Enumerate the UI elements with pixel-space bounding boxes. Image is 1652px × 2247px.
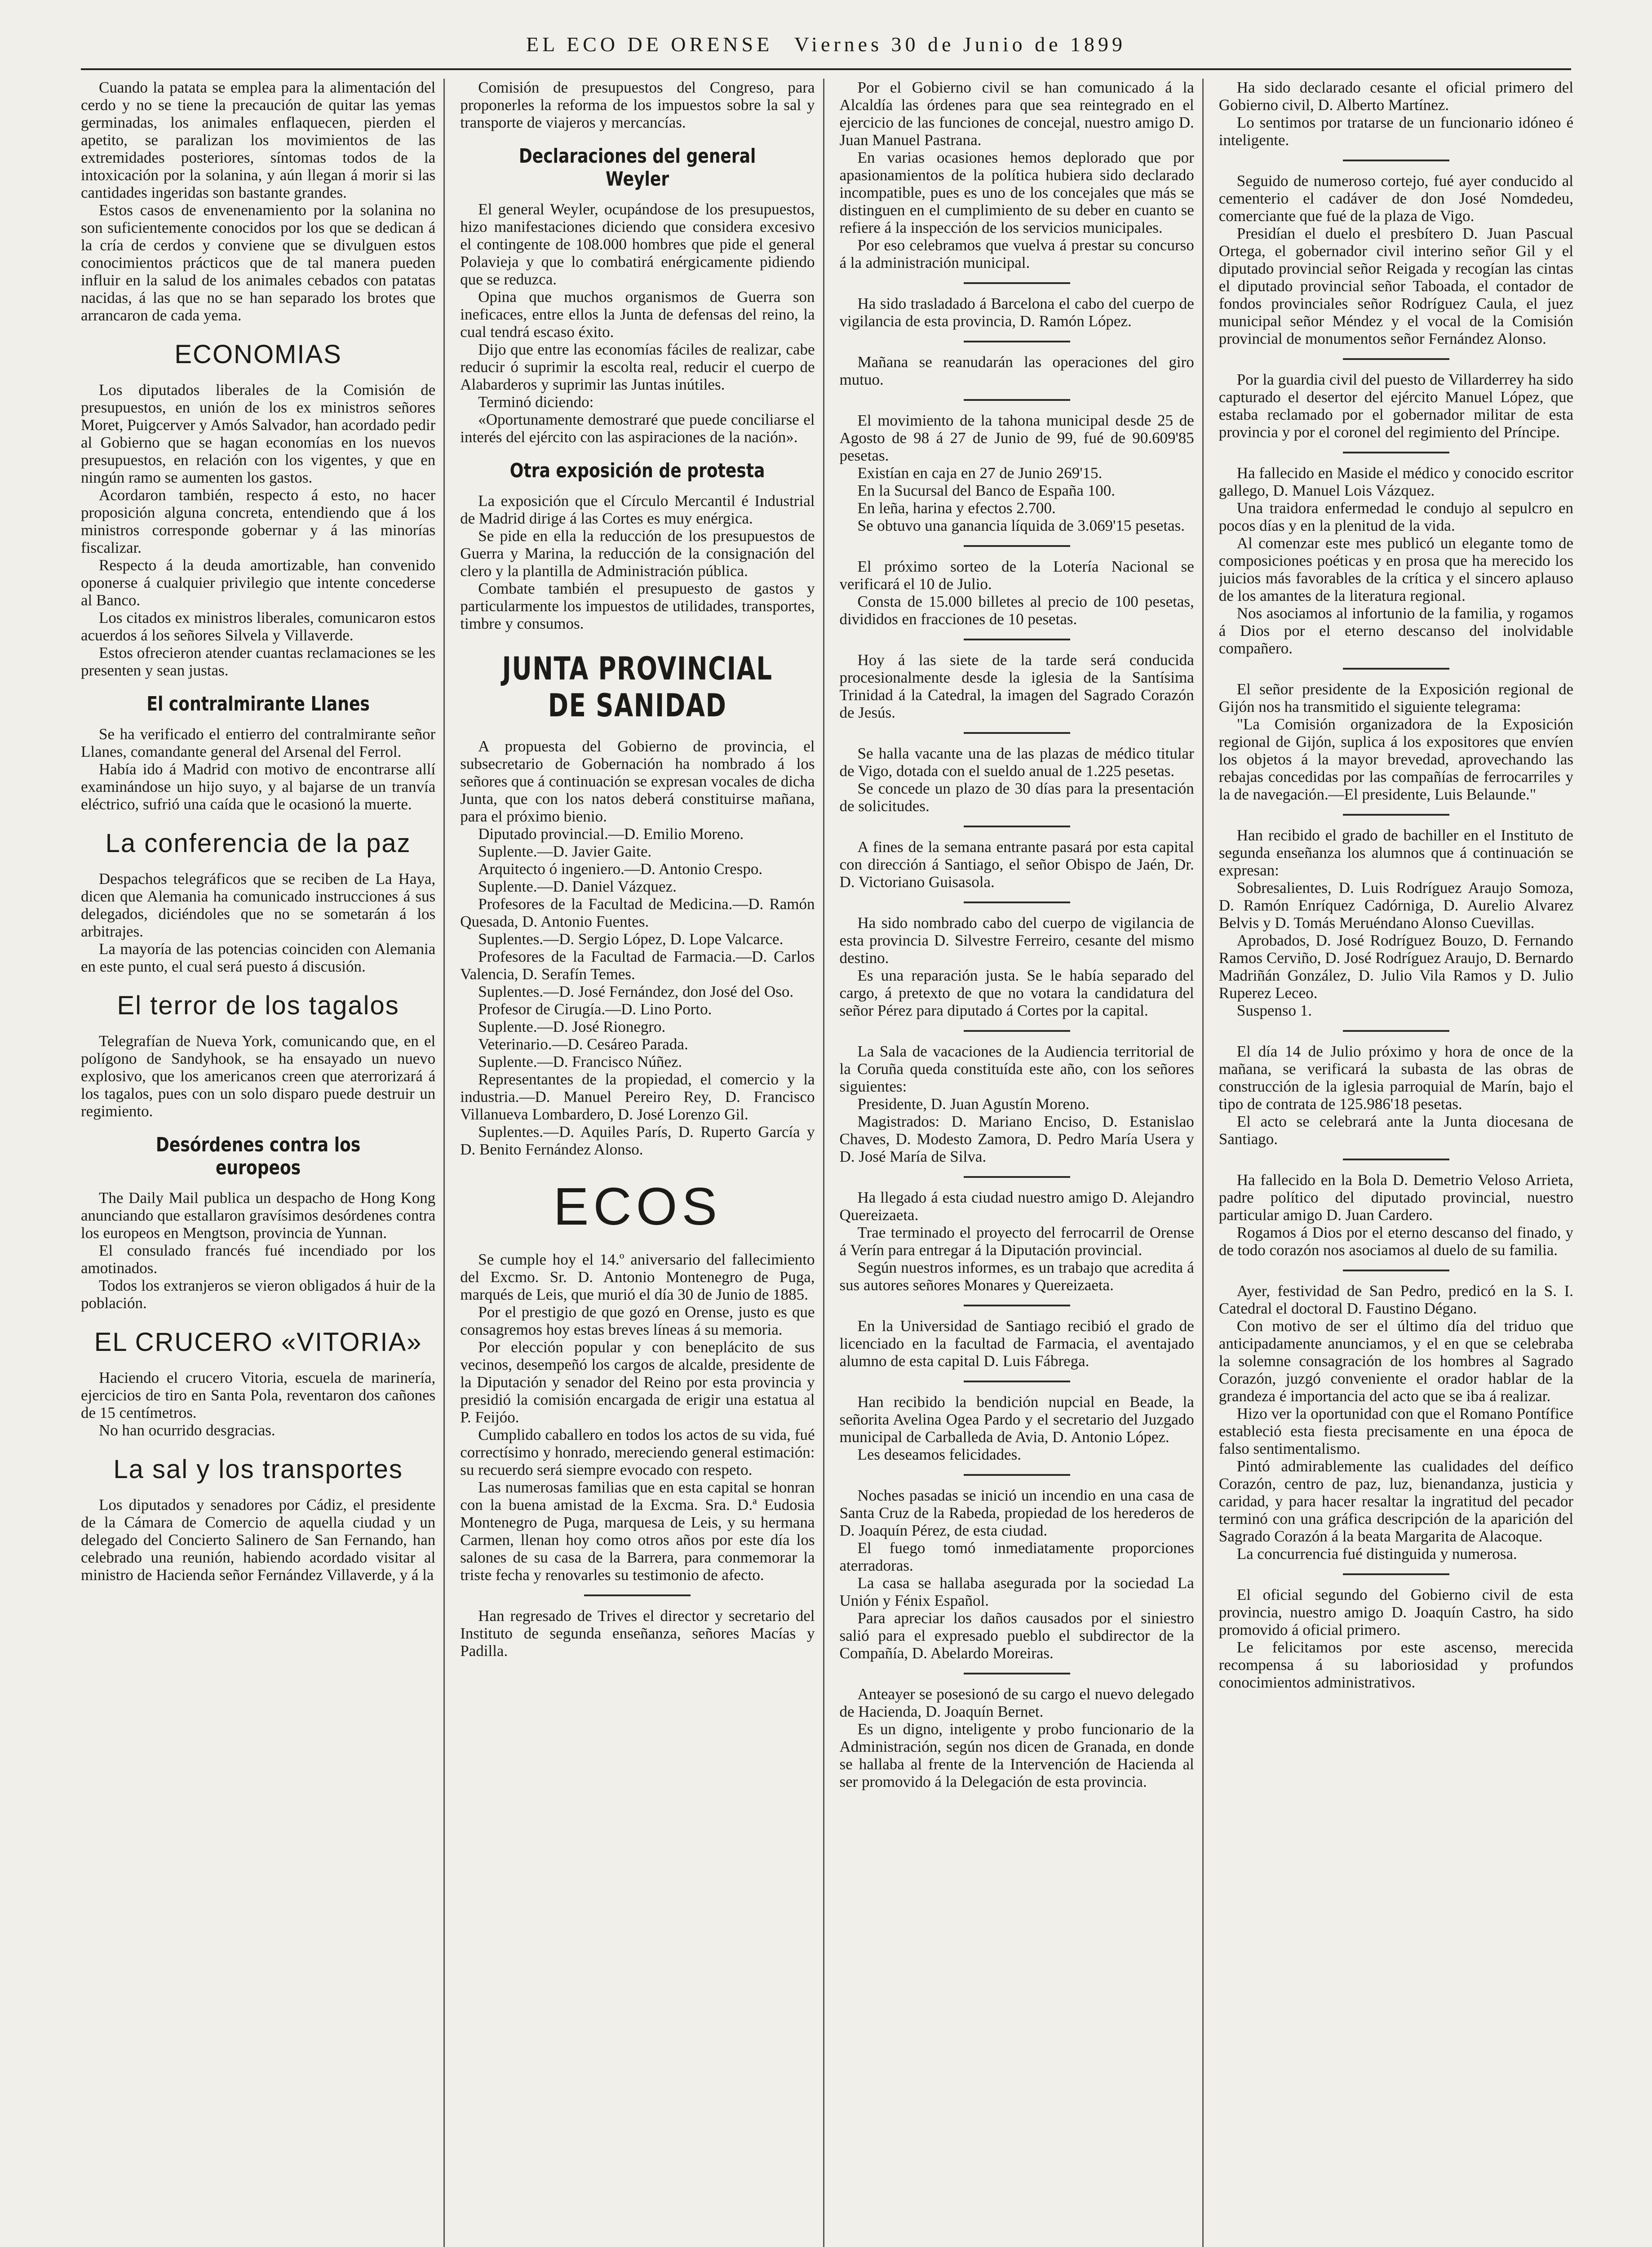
paragraph: Terminó diciendo:	[478, 393, 594, 411]
paragraph: Suplente.—D. Daniel Vázquez.	[478, 878, 677, 895]
paragraph: Según nuestros informes, es un trabajo que acredita á sus autores señores Monares y Quereizaeta.	[839, 1259, 1194, 1294]
paragraph: Suplentes.—D. Aquiles París, D. Ruperto García y D. Benito Fernández Alonso.	[460, 1123, 815, 1158]
paragraph: Telegrafían de Nueva York, comunicando que, en el polígono de Sandyhook, se ha ensayado un nuevo explosivo, que los americanos creen que aterrorizará á los tagalos, pues con un solo disparo puede destruir un regimiento.	[81, 1032, 436, 1120]
section-divider	[1343, 1030, 1449, 1032]
paragraph: Pintó admirablemente las cualidades del deífico Corazón, centro de paz, luz, bienandanza, justicia y caridad, y para hacer resaltar la ingratitud del pecador terminó con una gráfica descripción de la aparición del Sagrado Corazón á la beata Margarita de Alacoque.	[1218, 1457, 1573, 1545]
section-divider	[1343, 814, 1449, 816]
paragraph: Ha sido declarado cesante el oficial primero del Gobierno civil, D. Alberto Martínez.	[1218, 79, 1573, 114]
headline-llanes: El contralmirante Llanes	[146, 693, 370, 715]
paragraph: Combate también el presupuesto de gastos y particularmente los impuestos de utilidades, transportes, timbre y consumos.	[460, 580, 815, 632]
paragraph: Suplente.—D. Javier Gaite.	[478, 843, 652, 860]
paragraph: Suplente.—D. Francisco Núñez.	[478, 1053, 682, 1070]
paragraph: Consta de 15.000 billetes al precio de 100 pesetas, divididos en fracciones de 10 pesetas.	[839, 593, 1194, 628]
section-divider	[964, 282, 1070, 284]
section-divider	[964, 545, 1070, 547]
paragraph: Anteayer se posesionó de su cargo el nuevo delegado de Hacienda, D. Joaquín Bernet.	[839, 1685, 1194, 1720]
paragraph: Le felicitamos por este ascenso, merecida recompensa á su laboriosidad y profundos conocimientos administrativos.	[1218, 1639, 1573, 1691]
paragraph: Acordaron también, respecto á esto, no hacer proposición alguna concreta, entendiendo que á los ministros corresponde gobernar y á las minorías fiscalizar.	[81, 486, 436, 556]
paragraph: El acto se celebrará ante la Junta diocesana de Santiago.	[1218, 1113, 1573, 1148]
section-divider	[1343, 1270, 1449, 1271]
paragraph: Aprobados, D. José Rodríguez Bouzo, D. Fernando Ramos Cerviño, D. José Rodríguez Araujo, D. Bernardo Madriñán González, D. Julio Vila Ramos y D. Julio Ruperez Leceo.	[1218, 932, 1573, 1002]
column-1	[81, 79, 445, 2247]
article-columns	[81, 79, 1581, 2247]
paragraph: Ha sido nombrado cabo del cuerpo de vigilancia de esta provincia D. Silvestre Ferreiro, cesante del mismo destino.	[839, 914, 1194, 967]
paragraph: Han recibido el grado de bachiller en el Instituto de segunda enseñanza los alumnos que á continuación se expresan:	[1218, 826, 1573, 879]
section-divider	[1343, 452, 1449, 453]
paragraph: Suplente.—D. José Rionegro.	[478, 1018, 666, 1035]
paragraph: Han recibido la bendición nupcial en Beade, la señorita Avelina Ogea Pardo y el secretario del Juzgado municipal de Carballeda de Avia, D. Antonio López.	[839, 1393, 1194, 1446]
paragraph: Se cumple hoy el 14.º aniversario del fallecimiento del Excmo. Sr. D. Antonio Montenegro de Puga, marqués de Leis, que murió el día 30 de Junio de 1885.	[460, 1251, 815, 1303]
paragraph: Por el Gobierno civil se han comunicado á la Alcaldía las órdenes para que sea reintegrado en el ejercicio de las funciones de concejal, nuestro amigo D. Juan Manuel Pastrana.	[839, 79, 1194, 149]
section-divider	[1343, 1573, 1449, 1575]
headline-tagalos: El terror de los tagalos	[117, 991, 399, 1020]
paragraph: Rogamos á Dios por el eterno descanso del finado, y de todo corazón nos asociamos al duelo de su familia.	[1218, 1224, 1573, 1259]
paragraph: El día 14 de Julio próximo y hora de once de la mañana, se verificará la subasta de las obras de construcción de la iglesia parroquial de Marín, bajo el tipo de contrata de 125.986'18 pesetas.	[1218, 1043, 1573, 1113]
newspaper-name: EL ECO DE ORENSE	[526, 33, 773, 56]
paragraph: Con motivo de ser el último día del triduo que anticipadamente anunciamos, y el en que se celebraba la solemne consagración de los hombres al Sagrado Corazón, juzgó conveniente el orador hablar de la grandeza é importancia del acto que se iba á realizar.	[1218, 1317, 1573, 1405]
paragraph: Hoy á las siete de la tarde será conducida procesionalmente desde la iglesia de la Santísima Trinidad á la Catedral, la imagen del Sagrado Corazón de Jesús.	[839, 651, 1194, 721]
paragraph: Profesores de la Facultad de Medicina.—D. Ramón Quesada, D. Antonio Fuentes.	[460, 895, 815, 930]
paragraph: Profesores de la Facultad de Farmacia.—D. Carlos Valencia, D. Serafín Temes.	[460, 948, 815, 983]
section-divider	[964, 639, 1070, 640]
paragraph: Para apreciar los daños causados por el siniestro salió para el expresado pueblo el subdirector de la Compañía, D. Abelardo Moreiras.	[839, 1609, 1194, 1662]
paragraph: Respecto á la deuda amortizable, han convenido oponerse á cualquier privilegio que intente concederse al Banco.	[81, 556, 436, 609]
column-2	[460, 79, 824, 2247]
paragraph: El movimiento de la tahona municipal desde 25 de Agosto de 98 á 27 de Junio de 99, fué de 90.609'85 pesetas.	[839, 412, 1194, 464]
paragraph: Presidían el duelo el presbítero D. Juan Pascual Ortega, el gobernador civil interino señor Gil y el diputado provincial señor Reigada y recogían las cintas el diputado provincial señor Taboada, el contador de fondos provinciales señor Rodríguez Caula, el juez municipal señor Méndez y el vocal de la Comisión provincial de monumentos señor Fernández Alonso.	[1218, 225, 1573, 347]
section-divider	[964, 1305, 1070, 1306]
headline-conferencia: La conferencia de la paz	[105, 829, 411, 858]
paragraph: Opina que muchos organismos de Guerra son ineficaces, entre ellos la Junta de defensas del reino, la cual tendrá escaso éxito.	[460, 288, 815, 341]
paragraph: Se concede un plazo de 30 días para la presentación de solicitudes.	[839, 780, 1194, 815]
paragraph: El próximo sorteo de la Lotería Nacional se verificará el 10 de Julio.	[839, 558, 1194, 593]
section-divider	[584, 1594, 691, 1596]
paragraph: Ha sido trasladado á Barcelona el cabo del cuerpo de vigilancia de esta provincia, D. Ramón López.	[839, 295, 1194, 330]
paragraph: "La Comisión organizadora de la Exposición regional de Gijón, suplica á los expositores que envíen los objetos á la mayor brevedad, aprovechando las rebajas concedidas por las compañías de ferrocarriles y la de navegación.—El presidente, Luis Belaunde."	[1218, 715, 1573, 803]
headline-protesta: Otra exposición de protesta	[510, 459, 765, 482]
paragraph: Haciendo el crucero Vitoria, escuela de marinería, ejercicios de tiro en Santa Pola, reventaron dos cañones de 15 centímetros.	[81, 1369, 436, 1421]
paragraph: Existían en caja en 27 de Junio 269'15.	[857, 464, 1103, 482]
paragraph: Es una reparación justa. Se le había separado del cargo, á pretexto de que no votara la candidatura del señor Pérez para diputado á Cortes por la capital.	[839, 967, 1194, 1019]
paragraph: En la Sucursal del Banco de España 100.	[857, 482, 1115, 499]
paragraph: Noches pasadas se inició un incendio en una casa de Santa Cruz de la Rabeda, propiedad de los herederos de D. Joaquín Pérez, de esta ciudad.	[839, 1487, 1194, 1539]
paragraph: Estos casos de envenenamiento por la solanina no son suficientemente conocidos por los que se dedican á la cría de cerdos y conviene que se divulguen estos conocimientos prácticos que de tal manera pueden influir en la salud de los animales cebados con patatas nacidas, á las que no se han separado los brotes que arrancaron de cada yema.	[81, 201, 436, 324]
paragraph: Comisión de presupuestos del Congreso, para proponerles la reforma de los impuestos sobre la sal y transporte de viajeros y mercancías.	[460, 79, 815, 131]
section-divider	[964, 1474, 1070, 1476]
paragraph: Sobresalientes, D. Luis Rodríguez Araujo Somoza, D. Ramón Enríquez Cadórniga, D. Aurelio Alvarez Belvis y D. Tomás Meruéndano Alonso Cuevillas.	[1218, 879, 1573, 932]
headline-desordenes: Desórdenes contra los europeos	[155, 1133, 361, 1179]
paragraph: «Oportunamente demostraré que puede conciliarse el interés del ejército con las aspiraciones de la nación».	[460, 411, 815, 446]
paragraph: El fuego tomó inmediatamente proporciones aterradoras.	[839, 1539, 1194, 1574]
headline-junta-sanidad: JUNTA PROVINCIAL DE SANIDAD	[502, 650, 773, 724]
paragraph: Les deseamos felicidades.	[857, 1446, 1021, 1463]
paragraph: The Daily Mail publica un despacho de Hong Kong anunciando que estallaron gravísimos desórdenes contra los europeos en Mengtson, provincia de Yunnan.	[81, 1189, 436, 1242]
headline-sal: La sal y los transportes	[113, 1455, 403, 1484]
paragraph: Los diputados liberales de la Comisión de presupuestos, en unión de los ex ministros señores Moret, Puigcerver y Amós Salvador, han acordado pedir al Gobierno que se hagan economías en los nuevos presupuestos, en relación con los vigentes, y que en ningún ramo se aumenten los gastos.	[81, 381, 436, 486]
section-divider	[964, 1176, 1070, 1178]
paragraph: En varias ocasiones hemos deplorado que por apasionamientos de la política hubiera sido declarado incompatible, pues es uno de los concejales que más se distinguen en el cumplimiento de su deber en cuanto se refiere á la inspección de los servicios municipales.	[839, 149, 1194, 236]
headline-weyler: Declaraciones del general Weyler	[519, 145, 756, 191]
paragraph: Hizo ver la oportunidad con que el Romano Pontífice estableció esta fiesta precisamente en una época de falso sentimentalismo.	[1218, 1405, 1573, 1457]
section-divider	[964, 1030, 1070, 1032]
section-divider	[964, 341, 1070, 342]
paragraph: A propuesta del Gobierno de provincia, el subsecretario de Gobernación ha nombrado á los señores que á continuación se expresan vocales de dicha Junta, que con los natos deberá constituirse mañana, para el próximo bienio.	[460, 737, 815, 825]
paragraph: Suplentes.—D. José Fernández, don José del Oso.	[478, 983, 794, 1000]
paragraph: Por eso celebramos que vuelva á prestar su concurso á la administración municipal.	[839, 236, 1194, 271]
paragraph: Por la guardia civil del puesto de Villarderrey ha sido capturado el desertor del ejército Manuel López, que estaba reclamado por el gobernador militar de esta provincia y por el coronel del regimiento del Príncipe.	[1218, 371, 1573, 441]
section-divider	[964, 399, 1070, 401]
paragraph: Veterinario.—D. Cesáreo Parada.	[478, 1035, 688, 1053]
paragraph: Magistrados: D. Mariano Enciso, D. Estanislao Chaves, D. Modesto Zamora, D. Pedro María Usera y D. José María de Silva.	[839, 1113, 1194, 1165]
paragraph: Nos asociamos al infortunio de la familia, y rogamos á Dios por el eterno descanso del inolvidable compañero.	[1218, 604, 1573, 657]
paragraph: A fines de la semana entrante pasará por esta capital con dirección á Santiago, el señor Obispo de Jaén, Dr. D. Victoriano Guisasola.	[839, 838, 1194, 891]
column-3	[840, 79, 1204, 2247]
headline-crucero: EL CRUCERO «VITORIA»	[94, 1328, 422, 1357]
paragraph: Trae terminado el proyecto del ferrocarril de Orense á Verín para entregar á la Diputación provincial.	[839, 1224, 1194, 1259]
section-divider	[964, 826, 1070, 827]
paragraph: Había ido á Madrid con motivo de encontrarse allí examinándose un hijo suyo, y al bajarse de un tranvía eléctrico, sufrió una caída que le ocasionó la muerte.	[81, 760, 436, 813]
paragraph: Los citados ex ministros liberales, comunicaron estos acuerdos á los señores Silvela y Villaverde.	[81, 609, 436, 644]
paragraph: Se halla vacante una de las plazas de médico titular de Vigo, dotada con el sueldo anual de 1.225 pesetas.	[839, 745, 1194, 780]
section-divider	[1343, 358, 1449, 360]
issue-date: Viernes 30 de Junio de 1899	[794, 33, 1126, 56]
paragraph: No han ocurrido desgracias.	[99, 1421, 275, 1439]
paragraph: Diputado provincial.—D. Emilio Moreno.	[478, 825, 744, 843]
masthead	[81, 32, 1571, 70]
section-divider	[964, 1381, 1070, 1382]
paragraph: Todos los extranjeros se vieron obligados á huir de la población.	[81, 1277, 436, 1312]
paragraph: Suplentes.—D. Sergio López, D. Lope Valcarce.	[478, 930, 784, 948]
paragraph: Ha fallecido en la Bola D. Demetrio Veloso Arrieta, padre político del diputado provincial, nuestro particular amigo D. Juan Cardero.	[1218, 1171, 1573, 1224]
paragraph: La concurrencia fué distinguida y numerosa.	[1236, 1545, 1517, 1563]
headline-ecos: ECOS	[553, 1177, 722, 1236]
paragraph: Cuando la patata se emplea para la alimentación del cerdo y no se tiene la precaución de quitar las yemas germinadas, los animales enflaquecen, pierden el apetito, se paralizan los movimientos de las extremidades posteriores, síntomas todos de la intoxicación por la solanina, y aún llegan á morir si las cantidades ingeridas son bastante grandes.	[81, 79, 436, 201]
paragraph: En leña, harina y efectos 2.700.	[857, 499, 1056, 517]
paragraph: Ayer, festividad de San Pedro, predicó en la S. I. Catedral el doctoral D. Faustino Dégano.	[1218, 1282, 1573, 1317]
paragraph: Por el prestigio de que gozó en Orense, justo es que consagremos hoy estas breves líneas á su memoria.	[460, 1303, 815, 1338]
paragraph: Ha llegado á esta ciudad nuestro amigo D. Alejandro Quereizaeta.	[839, 1189, 1194, 1224]
paragraph: Suspenso 1.	[1236, 1002, 1312, 1019]
paragraph: Representantes de la propiedad, el comercio y la industria.—D. Manuel Pereiro Rey, D. Francisco Villanueva Lombardero, D. José Lorenzo Gil.	[460, 1070, 815, 1123]
paragraph: Arquitecto ó ingeniero.—D. Antonio Crespo.	[478, 860, 763, 878]
paragraph: La mayoría de las potencias coinciden con Alemania en este punto, el cual será puesto á discusión.	[81, 940, 436, 975]
paragraph: Ha fallecido en Maside el médico y conocido escritor gallego, D. Manuel Lois Vázquez.	[1218, 464, 1573, 499]
paragraph: Estos ofrecieron atender cuantas reclamaciones se les presenten y sean justas.	[81, 644, 436, 679]
paragraph: Se ha verificado el entierro del contralmirante señor Llanes, comandante general del Arsenal del Ferrol.	[81, 725, 436, 760]
paragraph: Seguido de numeroso cortejo, fué ayer conducido al cementerio el cadáver de don José Nomdedeu, comerciante que fué de la plaza de Vigo.	[1218, 172, 1573, 225]
headline-economias: ECONOMIAS	[174, 340, 342, 369]
paragraph: La casa se hallaba asegurada por la sociedad La Unión y Fénix Español.	[839, 1574, 1194, 1609]
section-divider	[1343, 160, 1449, 161]
section-divider	[1343, 668, 1449, 670]
paragraph: Es un digno, inteligente y probo funcionario de la Administración, según nos dicen de Granada, en donde se hallaba al frente de la Intervención de Hacienda al ser promovido á la Delegación de esta provincia.	[839, 1720, 1194, 1790]
paragraph: Despachos telegráficos que se reciben de La Haya, dicen que Alemania ha comunicado instrucciones á sus delegados, diciéndoles que no se sometarán á los arbitrajes.	[81, 870, 436, 940]
section-divider	[1343, 1159, 1449, 1160]
section-divider	[964, 1673, 1070, 1674]
paragraph: Las numerosas familias que en esta capital se honran con la buena amistad de la Excma. Sra. D.ª Eudosia Montenegro de Puga, marquesa de Leis, y su hermana Carmen, llenan hoy como otros años por este día los salones de su casa de la Barrera, para conmemorar la triste fecha y renovarles su testimonio de afecto.	[460, 1479, 815, 1584]
column-4	[1219, 79, 1581, 2247]
paragraph: El consulado francés fué incendiado por los amotinados.	[81, 1242, 436, 1277]
paragraph: Se obtuvo una ganancia líquida de 3.069'15 pesetas.	[857, 517, 1185, 534]
paragraph: Han regresado de Trives el director y secretario del Instituto de segunda enseñanza, señores Macías y Padilla.	[460, 1607, 815, 1660]
paragraph: La Sala de vacaciones de la Audiencia territorial de la Coruña queda constituída este año, con los señores siguientes:	[839, 1043, 1194, 1095]
paragraph: Por elección popular y con beneplácito de sus vecinos, desempeñó los cargos de alcalde, presidente de la Diputación y senador del Reino por esta provincia y presidió la comisión encargada de erigir una estatua al P. Feijóo.	[460, 1338, 815, 1426]
paragraph: Se pide en ella la reducción de los presupuestos de Guerra y Marina, la reducción de la consignación del clero y la plantilla de Administración pública.	[460, 527, 815, 580]
paragraph: En la Universidad de Santiago recibió el grado de licenciado en la facultad de Farmacia, el aventajado alumno de esta capital D. Luis Fábrega.	[839, 1317, 1194, 1370]
paragraph: Los diputados y senadores por Cádiz, el presidente de la Cámara de Comercio de aquella ciudad y un delegado del Concierto Salinero de San Fernando, han celebrado una reunión, habiendo acordado visitar al ministro de Hacienda señor Fernández Villaverde, y á la	[81, 1496, 436, 1584]
paragraph: El general Weyler, ocupándose de los presupuestos, hizo manifestaciones diciendo que considera excesivo el contingente de 108.000 hombres que pide el general Polavieja y que lo combatirá enérgicamente pidiendo que se reduzca.	[460, 200, 815, 288]
paragraph: Presidente, D. Juan Agustín Moreno.	[857, 1095, 1090, 1113]
paragraph: Dijo que entre las economías fáciles de realizar, cabe reducir ó suprimir la escolta real, reducir el cuerpo de Alabarderos y suprimir las Juntas inútiles.	[460, 341, 815, 393]
section-divider	[964, 732, 1070, 734]
paragraph: Mañana se reanudarán las operaciones del giro mutuo.	[839, 353, 1194, 388]
section-divider	[964, 901, 1070, 903]
paragraph: Una traidora enfermedad le condujo al sepulcro en pocos días y en la plenitud de la vida.	[1218, 499, 1573, 534]
paragraph: El señor presidente de la Exposición regional de Gijón nos ha transmitido el siguiente telegrama:	[1218, 680, 1573, 715]
paragraph: Lo sentimos por tratarse de un funcionario idóneo é inteligente.	[1218, 114, 1573, 149]
paragraph: Profesor de Cirugía.—D. Lino Porto.	[478, 1000, 712, 1018]
paragraph: La exposición que el Círculo Mercantil é Industrial de Madrid dirige á las Cortes es muy enérgica.	[460, 492, 815, 527]
paragraph: Al comenzar este mes publicó un elegante tomo de composiciones poéticas y en prosa que ha merecido los juicios más favorables de la crítica y el sincero aplauso de los amantes de la literatura regional.	[1218, 534, 1573, 604]
paragraph: Cumplido caballero en todos los actos de su vida, fué correctísimo y honrado, mereciendo general estimación: su recuerdo será siempre evocado con respeto.	[460, 1426, 815, 1479]
paragraph: El oficial segundo del Gobierno civil de esta provincia, nuestro amigo D. Joaquín Castro, ha sido promovido á oficial primero.	[1218, 1586, 1573, 1639]
